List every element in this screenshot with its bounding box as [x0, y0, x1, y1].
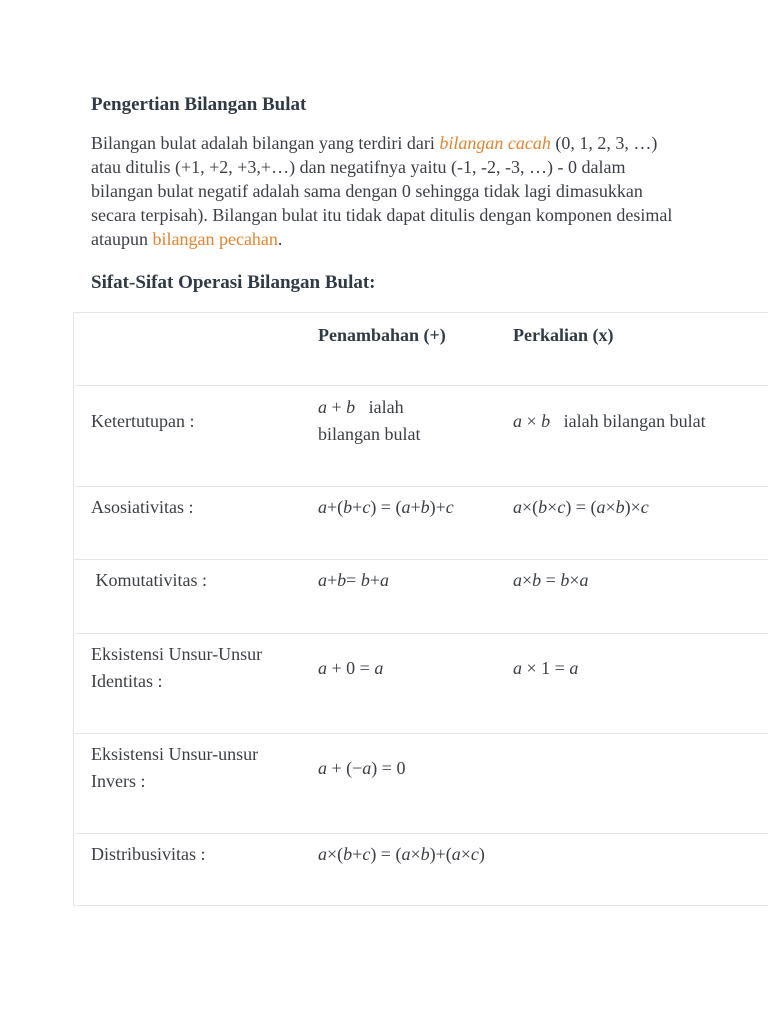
table-row: [74, 385, 768, 487]
property-invers: Eksistensi Unsur-unsur Invers :: [91, 744, 259, 791]
property-ketertutupan: Ketertutupan :: [91, 411, 195, 431]
operations-table: [73, 312, 768, 906]
header-perkalian: Perkalian (x): [513, 325, 614, 345]
property-komutativitas: Komutativitas :: [91, 570, 207, 590]
table-row: [74, 633, 768, 734]
table-row: [74, 733, 768, 834]
definition-paragraph: [91, 131, 691, 251]
table-row: [74, 486, 768, 560]
para-text-1: Bilangan bulat adalah bilangan yang terdiri dari: [91, 133, 440, 153]
link-bilangan-cacah[interactable]: bilangan cacah: [439, 133, 551, 153]
add-distribusivitas: a×(b+c) = (a×b)+(a×c): [318, 844, 485, 864]
section-title-sifat: Sifat-Sifat Operasi Bilangan Bulat:: [91, 272, 376, 293]
header-penambahan: Penambahan (+): [318, 325, 446, 345]
add-ketertutupan: a + b ialah bilangan bulat: [318, 397, 421, 444]
section-title-pengertian: Pengertian Bilangan Bulat: [91, 94, 307, 115]
mul-komutativitas: a×b = b×a: [513, 570, 589, 590]
add-asosiativitas: a+(b+c) = (a+b)+c: [318, 497, 454, 517]
mul-ketertutupan: a × b ialah bilangan bulat: [513, 411, 706, 431]
add-invers: a + (−a) = 0: [318, 758, 406, 778]
add-identitas: a + 0 = a: [318, 658, 384, 678]
add-komutativitas: a+b= b+a: [318, 570, 389, 590]
link-bilangan-pecahan[interactable]: bilangan pecahan: [152, 229, 278, 249]
property-distribusivitas: Distribusivitas :: [91, 844, 206, 864]
mul-asosiativitas: a×(b×c) = (a×b)×c: [513, 497, 649, 517]
mul-identitas: a × 1 = a: [513, 658, 579, 678]
table-header-row: [74, 313, 768, 385]
table-row: [74, 559, 768, 634]
para-text-3: .: [277, 229, 283, 249]
para-text-2: (0, 1, 2, 3, …) atau ditulis (+1, +2, +3,+…) dan negatifnya yaitu (-1, -2, -3, …) - 0 dalam bilangan bulat negatif adalah sama dengan 0 sehingga tidak lagi dimasukkan secara terpisah). Bilangan bulat itu tidak dapat ditulis dengan komponen desimal ataupun: [91, 133, 673, 249]
property-identitas: Eksistensi Unsur-Unsur Identitas :: [91, 644, 263, 691]
table-row: [74, 833, 768, 907]
property-asosiativitas: Asosiativitas :: [91, 497, 194, 517]
